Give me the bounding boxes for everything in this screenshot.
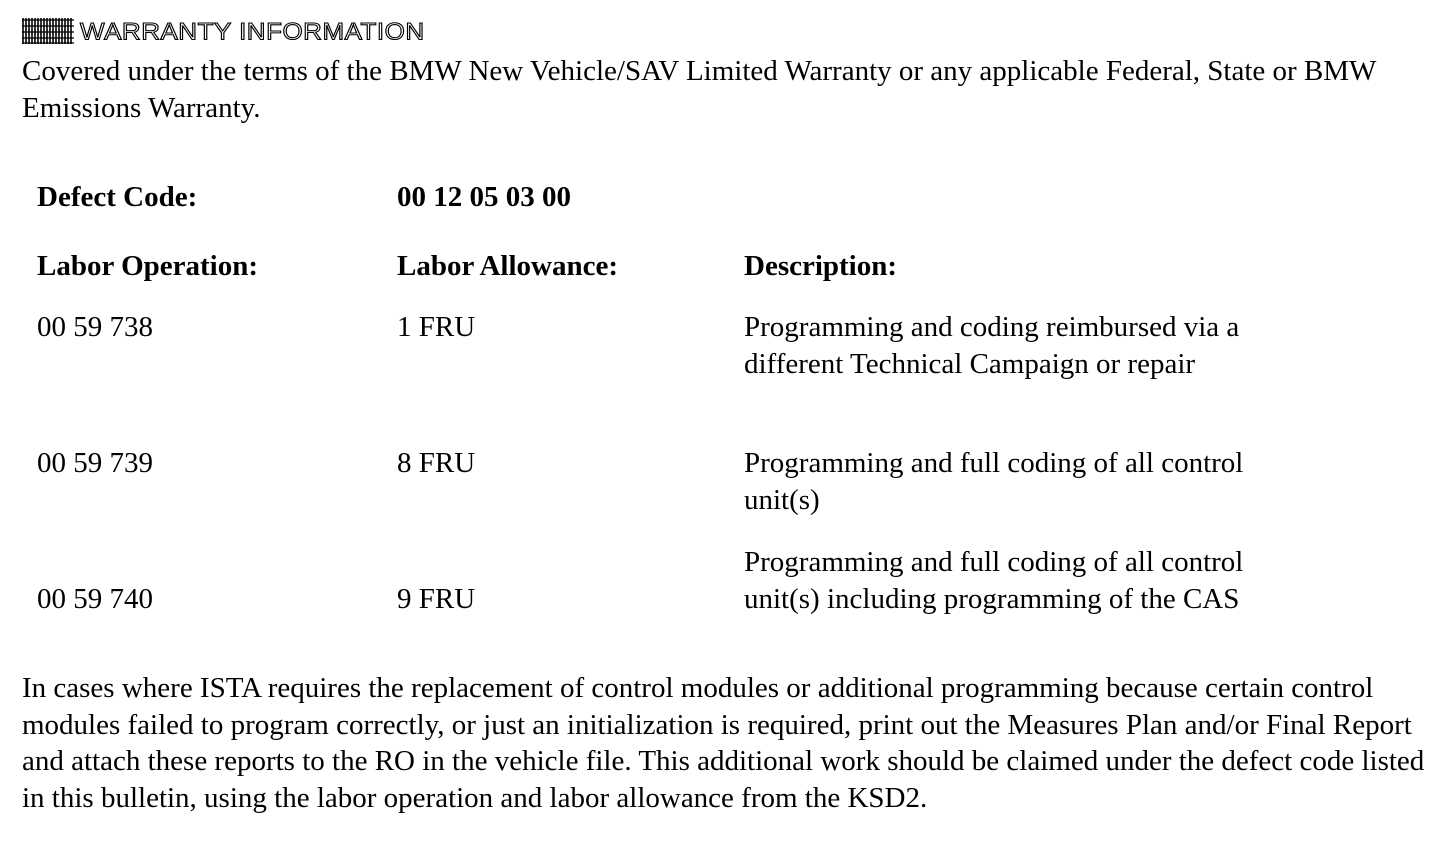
header-labor-allowance: Labor Allowance: [397,250,618,282]
section-header [22,16,425,46]
row-1-labor-operation: 00 59 738 [37,311,153,343]
defect-code-value: 00 12 05 03 00 [397,181,571,213]
row-3-labor-allowance: 9 FRU [397,583,476,615]
row-2-description: Programming and full coding of all control unit(s) [744,447,1244,516]
row-2-labor-operation: 00 59 739 [37,447,153,479]
row-3-description: Programming and full coding of all control unit(s) including programming of the CAS [744,546,1244,615]
row-1-labor-allowance: 1 FRU [397,311,476,343]
section-title: WARRANTY INFORMATION [80,17,425,45]
row-1-description: Programming and coding reimbursed via a different Technical Campaign or repair [744,311,1240,380]
header-labor-operation: Labor Operation: [37,250,258,282]
row-3-labor-operation: 00 59 740 [37,583,153,615]
bmw-sib-stripe-icon [22,17,74,45]
row-2-labor-allowance: 8 FRU [397,447,476,479]
closing-paragraph: In cases where ISTA requires the replacement of control modules or additional programming because certain control modules failed to program correctly, or just an initialization is required, print out the Measures Plan and/or Final Report and attach these reports to the RO in the vehicle file. This additional work should be claimed under the defect code listed in this bulletin, using the labor operation and labor allowance from the KSD2. [22,672,1425,814]
header-description: Description: [744,250,898,282]
defect-code-label: Defect Code: [37,181,198,213]
intro-paragraph: Covered under the terms of the BMW New Vehicle/SAV Limited Warranty or any applicable Federal, State or BMW Emissions Warranty. [22,55,1376,124]
